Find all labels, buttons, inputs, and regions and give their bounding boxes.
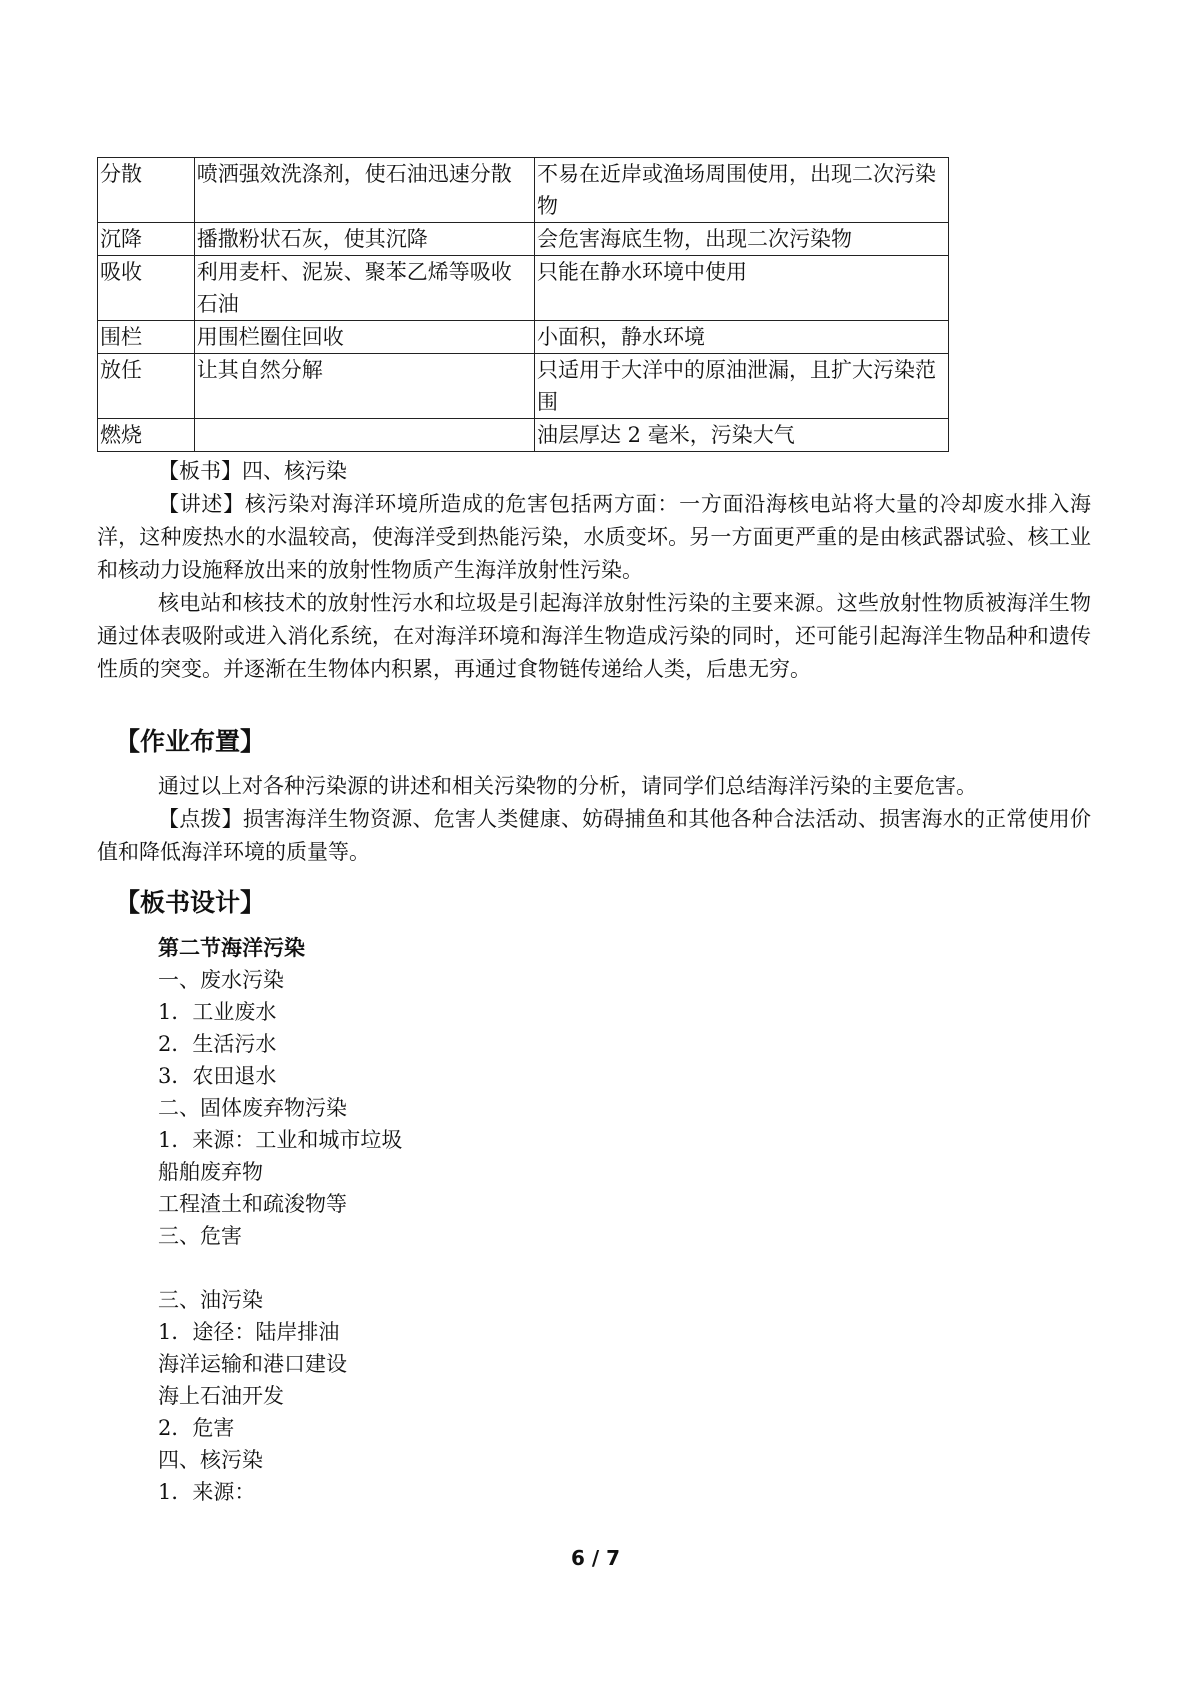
homework-heading: 【作业布置】: [115, 727, 266, 756]
nuclear-paragraph: 核电站和核技术的放射性污水和垃圾是引起海洋放射性污染的主要来源。这些放射性物质被海洋生物通过体表吸附或进入消化系统，在对海洋环境和海洋生物造成污染的同时，还可能引起海洋生物品种和遗传性质的突变。并逐渐在生物体内积累，再通过食物链传递给人类，后患无穷。: [97, 591, 1091, 681]
table-row: [98, 223, 949, 256]
outline-line: 三、油污染: [158, 1288, 263, 1312]
note-cell: 只适用于大洋中的原油泄漏，且扩大污染范围: [534, 354, 948, 419]
action-cell: [194, 419, 534, 452]
board-note-nuclear: 【板书】四、核污染: [158, 459, 347, 483]
note-cell: 不易在近岸或渔场周围使用，出现二次污染物: [534, 158, 948, 223]
outline-line: 1．来源：: [158, 1480, 256, 1504]
homework-text: 通过以上对各种污染源的讲述和相关污染物的分析，请同学们总结海洋污染的主要危害。: [158, 774, 977, 798]
table-row: [98, 321, 949, 354]
homework-section: [97, 770, 1091, 869]
table-row: [98, 256, 949, 321]
outline-line: 海上石油开发: [158, 1384, 284, 1408]
outline-title: 第二节海洋污染: [158, 936, 305, 960]
nuclear-pollution-section: [97, 455, 1091, 686]
action-cell: 播撒粉状石灰，使其沉降: [194, 223, 534, 256]
note-cell: 会危害海底生物，出现二次污染物: [534, 223, 948, 256]
method-cell: 吸收: [98, 256, 195, 321]
method-cell: 燃烧: [98, 419, 195, 452]
method-cell: 沉降: [98, 223, 195, 256]
outline-line: 2．生活污水: [158, 1032, 277, 1056]
outline-line: 2．危害: [158, 1416, 235, 1440]
homework-hint: 【点拨】损害海洋生物资源、危害人类健康、妨碍捕鱼和其他各种合法活动、损害海水的正常使用价值和降低海洋环境的质量等。: [97, 807, 1091, 864]
outline-line: 1．来源：工业和城市垃圾: [158, 1128, 403, 1152]
method-cell: 分散: [98, 158, 195, 223]
method-cell: 放任: [98, 354, 195, 419]
outline-line: 二、固体废弃物污染: [158, 1096, 347, 1120]
outline-line: 海洋运输和港口建设: [158, 1352, 347, 1376]
table-row: [98, 419, 949, 452]
note-cell: 只能在静水环境中使用: [534, 256, 948, 321]
outline-line: 1．途径：陆岸排油: [158, 1320, 340, 1344]
outline-line: 三、危害: [158, 1224, 242, 1248]
outline-line: 船舶废弃物: [158, 1160, 263, 1184]
lecture-paragraph: 【讲述】核污染对海洋环境所造成的危害包括两方面：一方面沿海核电站将大量的冷却废水排入海洋，这种废热水的水温较高，使海洋受到热能污染，水质变坏。另一方面更严重的是由核武器试验、核工业和核动力设施释放出来的放射性物质产生海洋放射性污染。: [97, 492, 1091, 582]
outline-line: [158, 1252, 402, 1284]
page-number: 6 / 7: [570, 1546, 621, 1570]
action-cell: 让其自然分解: [194, 354, 534, 419]
outline-line: 3．农田退水: [158, 1064, 277, 1088]
method-cell: 围栏: [98, 321, 195, 354]
oil-cleanup-methods-table: [97, 157, 949, 452]
table-row: [98, 158, 949, 223]
table-row: [98, 354, 949, 419]
note-cell: 油层厚达 2 毫米，污染大气: [534, 419, 948, 452]
note-cell: 小面积，静水环境: [534, 321, 948, 354]
action-cell: 用围栏圈住回收: [194, 321, 534, 354]
outline-line: 工程渣土和疏浚物等: [158, 1192, 347, 1216]
board-design-outline: [158, 932, 402, 1508]
outline-line: 四、核污染: [158, 1448, 263, 1472]
action-cell: 利用麦杆、泥炭、聚苯乙烯等吸收石油: [194, 256, 534, 321]
outline-line: 一、废水污染: [158, 968, 284, 992]
board-design-heading: 【板书设计】: [115, 888, 266, 917]
outline-line: 1．工业废水: [158, 1000, 277, 1024]
action-cell: 喷洒强效洗涤剂，使石油迅速分散: [194, 158, 534, 223]
